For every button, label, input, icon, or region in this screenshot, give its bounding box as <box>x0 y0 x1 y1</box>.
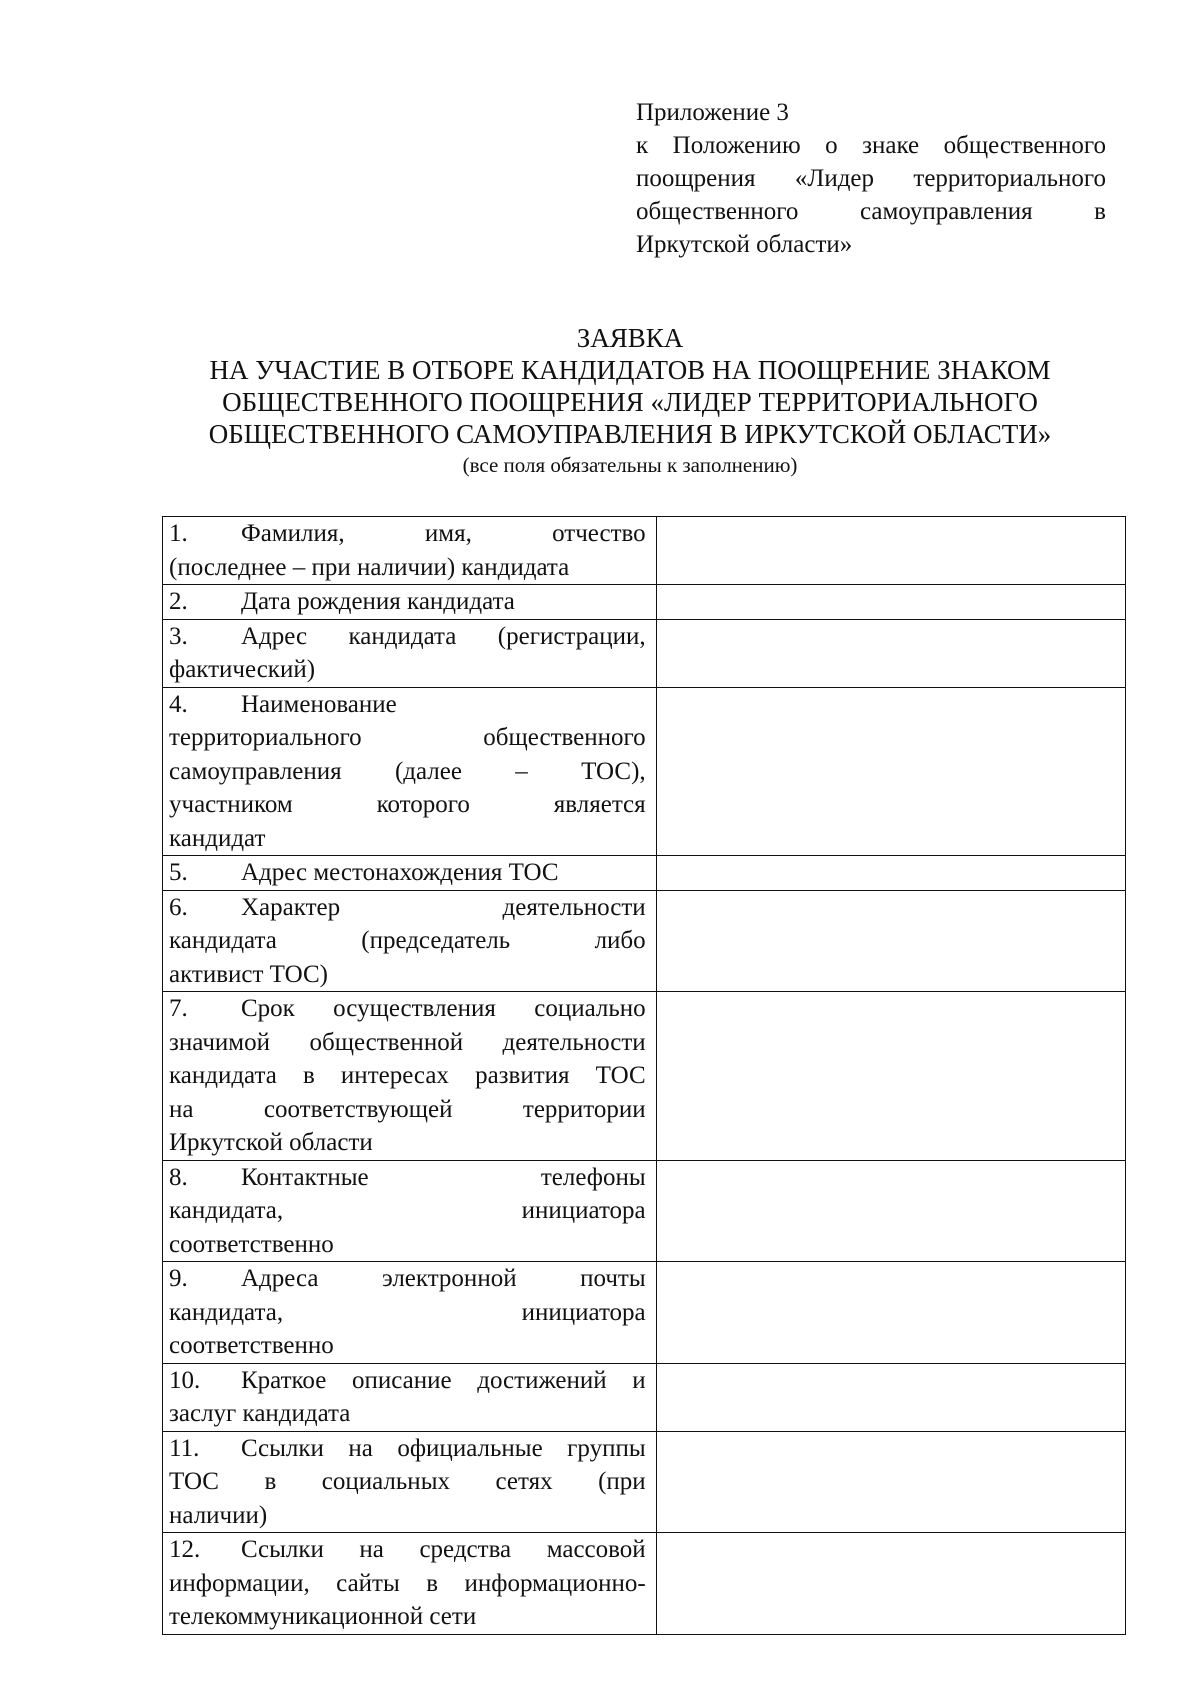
field-label-text: Срок осуществления социально <box>241 995 646 1022</box>
field-label-text: телекоммуникационной сети <box>169 1603 477 1630</box>
field-label-text: Ссылки на средства массовой <box>241 1536 646 1563</box>
field-label-text: Ссылки на официальные группы <box>241 1434 646 1462</box>
field-label-text: кандидата в интересах развития ТОС <box>169 1062 646 1089</box>
field-label-line <box>169 1432 646 1466</box>
appendix-line: Приложение 3 <box>636 99 789 126</box>
document-subtitle-line: ОБЩЕСТВЕННОГО САМОУПРАВЛЕНИЯ В ИРКУТСКОЙ ОБЛАСТИ» <box>208 419 1052 449</box>
document-subtitle-line: НА УЧАСТИЕ В ОТБОРЕ КАНДИДАТОВ НА ПООЩРЕНИЕ ЗНАКОМ <box>209 355 1051 385</box>
field-label-text: ТОС в социальных сетях (при <box>169 1468 646 1495</box>
field-number: 7. <box>169 995 188 1022</box>
field-number: 1. <box>169 520 188 547</box>
field-number: 11. <box>169 1434 200 1462</box>
field-label-line <box>169 755 646 789</box>
field-label-text: Адрес местонахождения ТОС <box>241 859 559 886</box>
field-label-line <box>169 620 646 654</box>
field-label-line <box>169 1093 646 1127</box>
field-label-line <box>169 856 646 890</box>
field-number: 2. <box>169 588 188 615</box>
field-label-line <box>169 1194 646 1228</box>
field-value-cell[interactable] <box>656 619 1125 687</box>
field-label-text: фактический) <box>169 656 316 683</box>
field-value-cell[interactable] <box>656 1160 1125 1262</box>
field-label-cell <box>163 1262 657 1364</box>
field-number: 8. <box>169 1163 188 1191</box>
appendix-line: Иркутской области» <box>636 231 853 258</box>
field-number: 9. <box>169 1265 188 1292</box>
appendix-line: к Положению о знаке общественного <box>636 132 1106 159</box>
field-label-line <box>169 1329 646 1363</box>
field-label-line <box>169 1567 646 1601</box>
field-label-text: наличии) <box>169 1501 268 1529</box>
field-label-line <box>169 788 646 822</box>
field-label-text: Фамилия, имя, отчество <box>241 520 646 547</box>
field-label-line <box>169 958 646 992</box>
form-row <box>163 1160 1126 1262</box>
field-label-cell <box>163 687 657 856</box>
field-label-line <box>169 1533 646 1567</box>
field-label-line <box>169 1364 646 1398</box>
field-label-cell <box>163 1160 657 1262</box>
appendix-line: общественного самоуправления в <box>636 198 1106 225</box>
field-label-text: Дата рождения кандидата <box>241 588 515 615</box>
field-label-cell <box>163 890 657 992</box>
field-label-cell <box>163 619 657 687</box>
field-label-line <box>169 924 646 958</box>
field-value-cell[interactable] <box>656 1363 1125 1431</box>
field-number: 6. <box>169 893 188 921</box>
field-label-text: участником которого является <box>169 791 646 818</box>
field-label-line <box>169 1026 646 1060</box>
document-title: ЗАЯВКА <box>576 323 684 353</box>
field-label-line <box>169 1296 646 1330</box>
field-label-text: кандидата, инициатора <box>169 1298 646 1326</box>
field-label-line <box>169 517 646 551</box>
field-label-text: Адрес кандидата (регистрации, <box>241 622 646 650</box>
field-label-cell <box>163 1533 657 1635</box>
field-label-cell <box>163 1363 657 1431</box>
field-label-line <box>169 1600 646 1634</box>
document-heading <box>150 322 1110 480</box>
field-label-text: Характер деятельности <box>241 893 646 921</box>
field-label-line <box>169 1126 646 1160</box>
form-row <box>163 992 1126 1161</box>
field-number: 4. <box>169 690 188 718</box>
application-form-table <box>162 516 1126 1635</box>
field-label-line <box>169 992 646 1026</box>
field-label-text: кандидата, инициатора <box>169 1197 646 1224</box>
field-label-text: значимой общественной деятельности <box>169 1028 646 1056</box>
field-label-line <box>169 1059 646 1093</box>
field-label-text: на соответствующей территории <box>169 1095 646 1123</box>
field-label-text: Иркутской области <box>169 1129 373 1156</box>
field-number: 12. <box>169 1536 201 1563</box>
field-label-line <box>169 1262 646 1296</box>
field-label-line <box>169 551 646 585</box>
field-label-text: самоуправления (далее – ТОС), <box>169 757 646 785</box>
appendix-reference <box>636 96 1106 261</box>
field-label-line <box>169 891 646 925</box>
form-table-body <box>163 517 1126 1635</box>
field-label-line <box>169 721 646 755</box>
field-value-cell[interactable] <box>656 1431 1125 1533</box>
field-label-line <box>169 653 646 687</box>
field-value-cell[interactable] <box>656 1533 1125 1635</box>
field-label-line <box>169 585 646 619</box>
form-row <box>163 1363 1126 1431</box>
appendix-line: поощрения «Лидер территориального <box>636 165 1106 192</box>
form-row <box>163 890 1126 992</box>
field-label-line <box>169 1499 646 1533</box>
field-label-text: соответственно <box>169 1332 334 1359</box>
field-value-cell[interactable] <box>656 1262 1125 1364</box>
field-value-cell[interactable] <box>656 856 1125 891</box>
field-number: 5. <box>169 859 188 886</box>
form-row <box>163 1533 1126 1635</box>
form-row <box>163 517 1126 585</box>
field-number: 10. <box>169 1366 201 1394</box>
form-row <box>163 1431 1126 1533</box>
field-label-line <box>169 1397 646 1431</box>
field-label-line <box>169 1161 646 1195</box>
required-fields-note: (все поля обязательны к заполнению) <box>462 453 798 477</box>
field-label-text: активист ТОС) <box>169 960 328 988</box>
field-value-cell[interactable] <box>656 687 1125 856</box>
field-label-text: кандидата (председатель либо <box>169 927 646 954</box>
field-label-text: соответственно <box>169 1230 334 1258</box>
field-label-text: заслуг кандидата <box>169 1400 351 1427</box>
field-label-text: Наименование <box>241 690 397 718</box>
field-label-text: кандидат <box>169 824 266 852</box>
field-label-cell <box>163 856 657 891</box>
field-label-cell <box>163 517 657 585</box>
form-row <box>163 1262 1126 1364</box>
field-label-text: Краткое описание достижений и <box>241 1366 646 1394</box>
field-label-text: (последнее – при наличии) кандидата <box>169 553 570 581</box>
field-label-text: информации, сайты в информационно- <box>169 1569 646 1597</box>
field-value-cell[interactable] <box>656 992 1125 1161</box>
field-label-cell <box>163 1431 657 1533</box>
field-label-cell <box>163 992 657 1161</box>
field-value-cell[interactable] <box>656 517 1125 585</box>
document-subtitle-line: ОБЩЕСТВЕННОГО ПООЩРЕНИЯ «ЛИДЕР ТЕРРИТОРИАЛЬНОГО <box>222 387 1038 417</box>
form-row <box>163 856 1126 891</box>
field-label-line <box>169 688 646 722</box>
field-label-line <box>169 1465 646 1499</box>
field-value-cell[interactable] <box>656 890 1125 992</box>
field-label-text: территориального общественного <box>169 724 646 751</box>
form-row <box>163 585 1126 620</box>
form-row <box>163 619 1126 687</box>
field-label-text: Адреса электронной почты <box>241 1265 646 1292</box>
field-number: 3. <box>169 622 188 650</box>
field-value-cell[interactable] <box>656 585 1125 620</box>
form-row <box>163 687 1126 856</box>
field-label-line <box>169 1228 646 1262</box>
field-label-cell <box>163 585 657 620</box>
field-label-text: Контактные телефоны <box>241 1163 646 1191</box>
field-label-line <box>169 822 646 856</box>
